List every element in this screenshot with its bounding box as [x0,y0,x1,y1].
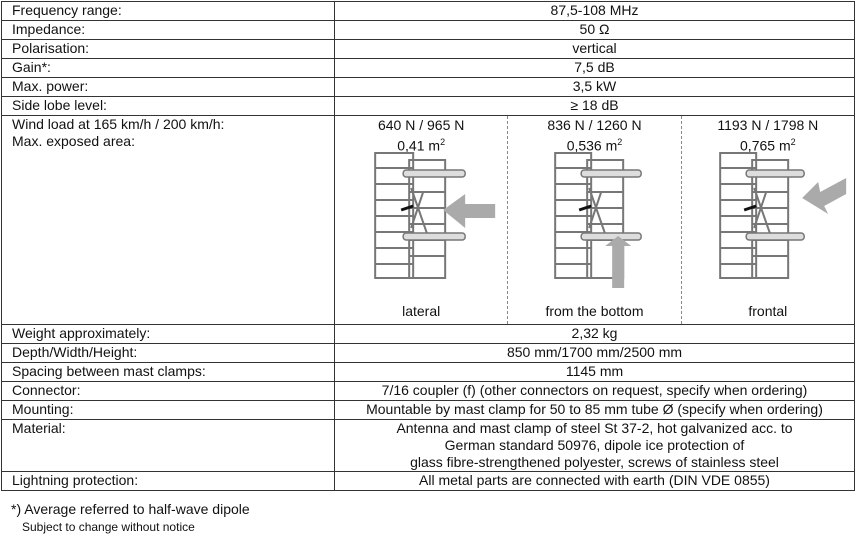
wind-caption: frontal [748,303,788,319]
wind-load-value: 1193 N / 1798 N [717,117,819,133]
row-label: Lightning protection: [2,472,335,491]
row-label: Depth/Width/Height: [2,344,335,363]
antenna-frontal-illustration [682,148,854,288]
wind-caption: from the bottom [545,303,644,319]
material-line: glass fibre-strengthened polyester, screws of stainless steel [410,454,779,470]
row-value: 7,5 dB [335,59,855,78]
material-value [335,420,855,472]
row-value: 3,5 kW [335,78,855,97]
exposed-area-value: 0,536 $m^2$ [566,137,623,154]
row-value: 87,5-108 MHz [335,2,855,21]
wind-cases-cell [335,116,855,325]
exposed-area-value: 0,41 $m^2$ [397,137,446,154]
antenna-bottom-illustration [508,148,680,288]
row-label: Connector: [2,382,335,401]
table-row [2,325,855,344]
row-label: Gain*: [2,59,335,78]
row-value: Mountable by mast clamp for 50 to 85 mm tube Ø (specify when ordering) [335,401,855,420]
table-row [2,420,855,472]
row-label: Material: [2,420,335,472]
table-row [2,59,855,78]
row-label: Polarisation: [2,40,335,59]
wind-case-frontal [681,116,854,324]
wind-load-value: 836 N / 1260 N [547,117,642,133]
row-label: Weight approximately: [2,325,335,344]
footnote: *) Average referred to half-wave dipole [11,501,250,517]
row-value: 50 Ω [335,21,855,40]
table-row [2,97,855,116]
table-row [2,2,855,21]
table-row [2,363,855,382]
row-value: All metal parts are connected with earth (DIN VDE 0855) [335,472,855,491]
specification-table [1,1,855,491]
row-label: Spacing between mast clamps: [2,363,335,382]
table-row [2,40,855,59]
material-line: German standard 50976, dipole ice protection of [444,437,745,453]
row-value: 7/16 coupler (f) (other connectors on request, specify when ordering) [335,382,855,401]
change-notice: Subject to change without notice [22,520,195,534]
row-value: ≥ 18 dB [335,97,855,116]
row-label: Max. power: [2,78,335,97]
antenna-lateral-illustration [335,148,507,288]
wind-load-value: 640 N / 965 N [377,117,465,133]
exposed-area-label: Max. exposed area: [12,133,135,149]
wind-case-bottom [507,116,680,324]
row-value: 1145 mm [335,363,855,382]
wind-load-row [2,116,855,325]
table-row [2,382,855,401]
row-label: Impedance: [2,21,335,40]
row-label: Frequency range: [2,2,335,21]
row-label: Mounting: [2,401,335,420]
table-row [2,472,855,491]
material-line: Antenna and mast clamp of steel St 37-2, hot galvanized acc. to [396,420,793,436]
wind-case-lateral [335,116,507,324]
wind-load-label: Wind load at 165 km/h / 200 km/h: [12,116,225,132]
table-row [2,344,855,363]
wind-caption: lateral [402,303,441,319]
table-row [2,78,855,97]
table-row [2,21,855,40]
wind-label-cell [2,116,335,325]
row-value: vertical [335,40,855,59]
row-value: 850 mm/1700 mm/2500 mm [335,344,855,363]
table-row [2,401,855,420]
exposed-area-value: 0,765 $m^2$ [740,137,796,154]
row-value: 2,32 kg [335,325,855,344]
row-label: Side lobe level: [2,97,335,116]
